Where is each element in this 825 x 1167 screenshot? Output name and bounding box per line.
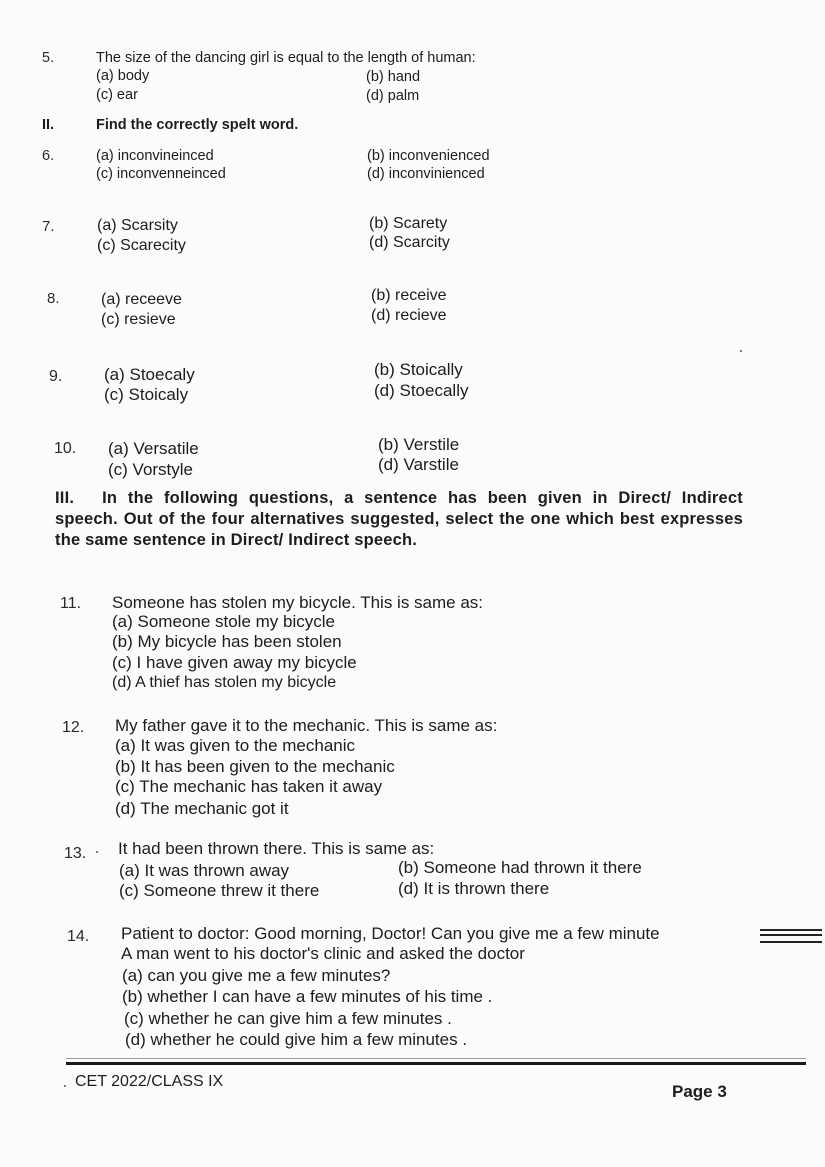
- question-number: 5.: [42, 50, 55, 66]
- question-context: A man went to his doctor's clinic and asked the doctor: [121, 944, 525, 963]
- question-stem: Someone has stolen my bicycle. This is same as:: [112, 593, 484, 612]
- option-c: (c) The mechanic has taken it away: [115, 777, 383, 796]
- option-b: (b) My bicycle has been stolen: [112, 632, 342, 651]
- option-d: (d) whether he could give him a few minutes .: [125, 1030, 468, 1049]
- question-number: 6.: [42, 148, 55, 164]
- option-a: (a) body: [96, 68, 150, 84]
- option-d: (d) It is thrown there: [398, 879, 550, 898]
- question-number: 14.: [67, 928, 90, 945]
- option-b: (b) receive: [371, 287, 447, 304]
- option-b: (b) Someone had thrown it there: [398, 858, 642, 877]
- option-b: (b) inconvenienced: [367, 148, 490, 164]
- section-label: III.: [55, 489, 75, 507]
- option-a: (a) inconvineinced: [96, 148, 214, 164]
- option-a: (a) Versatile: [108, 439, 199, 458]
- option-c: (c) Someone threw it there: [119, 881, 320, 900]
- option-a: (a) Stoecaly: [104, 365, 195, 384]
- option-a: (a) It was thrown away: [119, 861, 290, 880]
- section-3-directions: [55, 488, 743, 551]
- question-stem: Patient to doctor: Good morning, Doctor! Can you give me a few minute: [121, 924, 660, 943]
- footer-rule: [66, 1062, 806, 1065]
- option-c: (c) ear: [96, 87, 138, 103]
- option-a: (a) receeve: [101, 291, 182, 308]
- question-number: 8.: [47, 290, 60, 307]
- option-d: (d) Stoecally: [374, 381, 469, 400]
- option-d: (d) inconvinienced: [367, 166, 485, 182]
- question-number: 7.: [42, 218, 55, 235]
- scan-speck: [64, 1085, 66, 1087]
- option-c: (c) Stoicaly: [104, 385, 189, 404]
- option-c: (c) resieve: [101, 311, 176, 328]
- cut-off-line-marker: [760, 929, 822, 943]
- section-label: II.: [42, 117, 55, 133]
- option-d: (d) The mechanic got it: [115, 799, 289, 818]
- scan-speck: [96, 851, 98, 853]
- section-title: Find the correctly spelt word.: [96, 117, 299, 133]
- option-c: (c) whether he can give him a few minutes .: [124, 1009, 452, 1028]
- option-d: (d) palm: [366, 88, 420, 104]
- option-b: (b) hand: [366, 69, 421, 85]
- option-a: (a) Someone stole my bicycle: [112, 612, 335, 631]
- option-b: (b) Scarety: [369, 215, 448, 232]
- question-stem: My father gave it to the mechanic. This is same as:: [115, 716, 498, 735]
- exam-code: CET 2022/CLASS IX: [75, 1073, 224, 1090]
- option-a: (a) can you give me a few minutes?: [122, 966, 391, 985]
- option-b: (b) Verstile: [378, 435, 460, 454]
- option-c: (c) inconvenneinced: [96, 166, 226, 182]
- page-number: Page 3: [672, 1082, 727, 1101]
- question-number: 10.: [54, 440, 77, 457]
- question-number: 9.: [49, 368, 63, 385]
- option-b: (b) Stoically: [374, 360, 463, 379]
- scan-speck: [740, 350, 742, 352]
- option-c: (c) Vorstyle: [108, 460, 194, 479]
- directions-text: In the following questions, a sentence has been given in Direct/ Indirect speech. Out of the four alternatives suggested, select the one which best expresses the same sentence in Direct/ Indirect speech.: [55, 489, 743, 549]
- question-number: 12.: [62, 719, 85, 736]
- option-d: (d) Varstile: [378, 455, 459, 474]
- footer-rule-thin: [66, 1058, 806, 1059]
- option-d: (d) Scarcity: [369, 234, 450, 251]
- option-c: (c) I have given away my bicycle: [112, 653, 357, 672]
- option-b: (b) whether I can have a few minutes of his time .: [122, 987, 493, 1006]
- question-stem: It had been thrown there. This is same as:: [118, 839, 435, 858]
- option-d: (d) recieve: [371, 307, 447, 324]
- option-a: (a) Scarsity: [97, 217, 178, 234]
- option-c: (c) Scarecity: [97, 237, 186, 254]
- option-d: (d) A thief has stolen my bicycle: [112, 674, 337, 691]
- question-stem: The size of the dancing girl is equal to the length of human:: [96, 50, 476, 66]
- option-a: (a) It was given to the mechanic: [115, 736, 356, 755]
- option-b: (b) It has been given to the mechanic: [115, 757, 395, 776]
- question-number: 11.: [60, 595, 82, 612]
- question-number: 13.: [64, 845, 87, 862]
